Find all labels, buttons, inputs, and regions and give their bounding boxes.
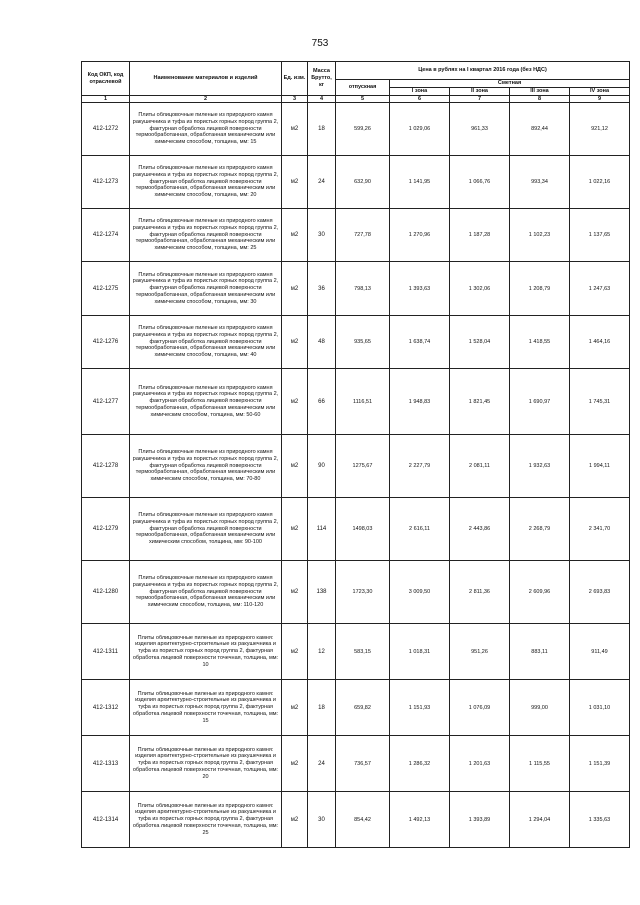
table-row — [82, 316, 630, 369]
col-number: 1 — [82, 96, 130, 103]
row-zone-2-price: 1 393,89 — [450, 792, 510, 848]
row-unit: м2 — [282, 680, 308, 736]
row-zone-4-price: 921,12 — [570, 103, 630, 156]
row-zone-2-price: 2 081,11 — [450, 435, 510, 498]
header-zone-3: III зона — [510, 88, 570, 96]
row-name — [130, 156, 282, 209]
row-zone-1-price: 1 492,13 — [390, 792, 450, 848]
row-name — [130, 792, 282, 848]
row-mass: 138 — [308, 561, 336, 624]
row-zone-4-price: 1 247,63 — [570, 262, 630, 316]
row-release-price: 1723,30 — [336, 561, 390, 624]
row-mass: 30 — [308, 209, 336, 262]
row-unit: м2 — [282, 103, 308, 156]
table-row — [82, 262, 630, 316]
row-name — [130, 624, 282, 680]
row-mass: 12 — [308, 624, 336, 680]
row-release-price: 599,26 — [336, 103, 390, 156]
table-row — [82, 209, 630, 262]
row-zone-1-price: 3 009,50 — [390, 561, 450, 624]
row-zone-1-price: 2 227,79 — [390, 435, 450, 498]
row-zone-3-price: 1 102,23 — [510, 209, 570, 262]
col-number: 7 — [450, 96, 510, 103]
row-zone-4-price: 2 341,70 — [570, 498, 630, 561]
row-zone-2-price: 961,33 — [450, 103, 510, 156]
row-name — [130, 316, 282, 369]
row-unit: м2 — [282, 156, 308, 209]
row-zone-1-price: 2 616,11 — [390, 498, 450, 561]
row-zone-2-price: 1 187,28 — [450, 209, 510, 262]
row-zone-1-price: 1 393,63 — [390, 262, 450, 316]
row-zone-1-price: 1 151,93 — [390, 680, 450, 736]
row-zone-3-price: 2 268,79 — [510, 498, 570, 561]
col-number: 3 — [282, 96, 308, 103]
row-mass: 18 — [308, 680, 336, 736]
row-name — [130, 209, 282, 262]
row-zone-1-price: 1 948,83 — [390, 369, 450, 435]
row-zone-3-price: 1 208,79 — [510, 262, 570, 316]
row-zone-3-price: 1 690,97 — [510, 369, 570, 435]
row-name-text: Плиты облицовочные пиленые из природного камня ракушечника и туфа из пористых горных пород группа 2, фактурная обработка лицевой поверхности термообработанная, обработанная механическим или химическим способом, толщина, мм: 90-100 — [132, 512, 279, 546]
row-release-price: 659,82 — [336, 680, 390, 736]
row-zone-1-price: 1 141,95 — [390, 156, 450, 209]
col-number: 6 — [390, 96, 450, 103]
row-zone-2-price: 1 066,76 — [450, 156, 510, 209]
col-number: 5 — [336, 96, 390, 103]
row-name-text: Плиты облицовочные пиленые из природного камня ракушечника и туфа из пористых горных пород группа 2, фактурная обработка лицевой поверхности термообработанная, обработанная механическим или химическим способом, толщина, мм: 40 — [132, 325, 279, 359]
table-row — [82, 792, 630, 848]
row-name-text: Плиты облицовочные пиленые из природного камня: изделия архитектурно-строительные из ракушечника и туфа из пористых горных пород группа 2, фактурная обработка лицевой поверхности точечная, толщина, мм: 25 — [132, 802, 279, 836]
row-zone-3-price: 1 932,63 — [510, 435, 570, 498]
row-release-price: 1498,03 — [336, 498, 390, 561]
row-code: 412-1275 — [82, 262, 130, 316]
row-zone-4-price: 1 994,11 — [570, 435, 630, 498]
row-name — [130, 680, 282, 736]
row-zone-2-price: 1 201,63 — [450, 736, 510, 792]
row-name-text: Плиты облицовочные пиленые из природного камня ракушечника и туфа из пористых горных пород группа 2, фактурная обработка лицевой поверхности термообработанная, обработанная механическим или химическим способом, толщина, мм: 15 — [132, 112, 279, 146]
row-zone-1-price: 1 018,31 — [390, 624, 450, 680]
row-zone-4-price: 1 464,16 — [570, 316, 630, 369]
row-name-text: Плиты облицовочные пиленые из природного камня ракушечника и туфа из пористых горных пород группа 2, фактурная обработка лицевой поверхности термообработанная, обработанная механическим или химическим способом, толщина, мм: 110-120 — [132, 575, 279, 609]
table-row — [82, 103, 630, 156]
row-release-price: 854,42 — [336, 792, 390, 848]
row-unit: м2 — [282, 736, 308, 792]
row-zone-2-price: 1 302,06 — [450, 262, 510, 316]
row-code: 412-1272 — [82, 103, 130, 156]
header-zone-4: IV зона — [570, 88, 630, 96]
row-code: 412-1312 — [82, 680, 130, 736]
header-zone-1: I зона — [390, 88, 450, 96]
row-zone-4-price: 1 151,39 — [570, 736, 630, 792]
row-mass: 114 — [308, 498, 336, 561]
row-mass: 30 — [308, 792, 336, 848]
row-zone-1-price: 1 029,06 — [390, 103, 450, 156]
row-mass: 36 — [308, 262, 336, 316]
row-code: 412-1278 — [82, 435, 130, 498]
header-name: Наименование материалов и изделий — [130, 62, 282, 96]
row-zone-4-price: 1 745,31 — [570, 369, 630, 435]
row-release-price: 736,57 — [336, 736, 390, 792]
col-number: 4 — [308, 96, 336, 103]
row-name — [130, 435, 282, 498]
row-unit: м2 — [282, 262, 308, 316]
row-zone-1-price: 1 286,32 — [390, 736, 450, 792]
row-zone-3-price: 1 418,55 — [510, 316, 570, 369]
row-name-text: Плиты облицовочные пиленые из природного камня: изделия архитектурно-строительные из ракушечника и туфа из пористых горных пород группа 2, фактурная обработка лицевой поверхности точечная, толщина, мм: 15 — [132, 690, 279, 724]
column-number-row — [82, 96, 630, 103]
row-unit: м2 — [282, 435, 308, 498]
row-zone-3-price: 1 294,04 — [510, 792, 570, 848]
row-mass: 48 — [308, 316, 336, 369]
row-mass: 18 — [308, 103, 336, 156]
row-zone-2-price: 951,26 — [450, 624, 510, 680]
header-release-price: отпускная — [336, 80, 390, 96]
row-unit: м2 — [282, 561, 308, 624]
row-zone-4-price: 1 137,65 — [570, 209, 630, 262]
row-release-price: 935,65 — [336, 316, 390, 369]
row-name-text: Плиты облицовочные пиленые из природного камня ракушечника и туфа из пористых горных пород группа 2, фактурная обработка лицевой поверхности термообработанная, обработанная механическим или химическим способом, толщина, мм: 25 — [132, 218, 279, 252]
row-zone-3-price: 883,11 — [510, 624, 570, 680]
row-name-text: Плиты облицовочные пиленые из природного камня ракушечника и туфа из пористых горных пород группа 2, фактурная обработка лицевой поверхности термообработанная, обработанная механическим или химическим способом, толщина, мм: 70-80 — [132, 449, 279, 483]
row-name — [130, 103, 282, 156]
row-zone-2-price: 2 811,36 — [450, 561, 510, 624]
row-zone-1-price: 1 270,96 — [390, 209, 450, 262]
row-zone-4-price: 1 335,63 — [570, 792, 630, 848]
row-unit: м2 — [282, 792, 308, 848]
row-release-price: 798,13 — [336, 262, 390, 316]
row-unit: м2 — [282, 369, 308, 435]
row-zone-4-price: 1 031,10 — [570, 680, 630, 736]
page-number: 753 — [311, 38, 329, 49]
table-row — [82, 435, 630, 498]
row-name — [130, 736, 282, 792]
header-mass: Масса Брутто, кг — [308, 62, 336, 96]
row-release-price: 1116,51 — [336, 369, 390, 435]
row-zone-2-price: 2 443,86 — [450, 498, 510, 561]
header-code: Код ОКП, код отраслевой — [82, 62, 130, 96]
row-code: 412-1314 — [82, 792, 130, 848]
header-estimate-price: Сметная — [390, 80, 630, 88]
row-release-price: 632,90 — [336, 156, 390, 209]
table-row — [82, 498, 630, 561]
row-code: 412-1276 — [82, 316, 130, 369]
table-row — [82, 156, 630, 209]
table-row — [82, 680, 630, 736]
price-table — [81, 61, 630, 848]
row-name-text: Плиты облицовочные пиленые из природного камня ракушечника и туфа из пористых горных пород группа 2, фактурная обработка лицевой поверхности термообработанная, обработанная механическим или химическим способом, толщина, мм: 20 — [132, 165, 279, 199]
row-mass: 24 — [308, 736, 336, 792]
col-number: 8 — [510, 96, 570, 103]
row-code: 412-1280 — [82, 561, 130, 624]
row-name — [130, 369, 282, 435]
row-code: 412-1274 — [82, 209, 130, 262]
row-zone-4-price: 2 693,83 — [570, 561, 630, 624]
row-zone-2-price: 1 821,45 — [450, 369, 510, 435]
row-unit: м2 — [282, 498, 308, 561]
row-unit: м2 — [282, 209, 308, 262]
row-unit: м2 — [282, 316, 308, 369]
header-zone-2: II зона — [450, 88, 510, 96]
row-name-text: Плиты облицовочные пиленые из природного камня: изделия архитектурно-строительные из ракушечника и туфа из пористых горных пород группа 2, фактурная обработка лицевой поверхности точечная, толщина, мм: 20 — [132, 746, 279, 780]
row-zone-4-price: 1 022,16 — [570, 156, 630, 209]
row-name-text: Плиты облицовочные пиленые из природного камня: изделия архитектурно-строительные из ракушечника и туфа из пористых горных пород группа 2, фактурная обработка лицевой поверхности точечная, толщина, мм: 10 — [132, 634, 279, 668]
row-name-text: Плиты облицовочные пиленые из природного камня ракушечника и туфа из пористых горных пород группа 2, фактурная обработка лицевой поверхности термообработанная, обработанная механическим или химическим способом, толщина, мм: 30 — [132, 271, 279, 305]
table-row — [82, 624, 630, 680]
col-number: 2 — [130, 96, 282, 103]
row-name — [130, 262, 282, 316]
row-zone-3-price: 1 115,55 — [510, 736, 570, 792]
row-release-price: 727,78 — [336, 209, 390, 262]
row-code: 412-1279 — [82, 498, 130, 561]
row-name-text: Плиты облицовочные пиленые из природного камня ракушечника и туфа из пористых горных пород группа 2, фактурная обработка лицевой поверхности термообработанная, обработанная механическим или химическим способом, толщина, мм: 50-60 — [132, 384, 279, 418]
row-zone-1-price: 1 638,74 — [390, 316, 450, 369]
header-price-group: Цена в рублях на I квартал 2016 года (без НДС) — [336, 62, 630, 80]
row-code: 412-1277 — [82, 369, 130, 435]
row-zone-2-price: 1 528,04 — [450, 316, 510, 369]
col-number: 9 — [570, 96, 630, 103]
row-release-price: 1275,67 — [336, 435, 390, 498]
row-mass: 66 — [308, 369, 336, 435]
table-row — [82, 561, 630, 624]
header-unit: Ед. изм. — [282, 62, 308, 96]
row-zone-3-price: 2 609,96 — [510, 561, 570, 624]
row-code: 412-1313 — [82, 736, 130, 792]
row-zone-3-price: 892,44 — [510, 103, 570, 156]
row-name — [130, 561, 282, 624]
row-mass: 24 — [308, 156, 336, 209]
row-zone-3-price: 993,34 — [510, 156, 570, 209]
row-zone-4-price: 911,49 — [570, 624, 630, 680]
row-code: 412-1273 — [82, 156, 130, 209]
row-name — [130, 498, 282, 561]
row-release-price: 583,15 — [336, 624, 390, 680]
row-code: 412-1311 — [82, 624, 130, 680]
table-row — [82, 736, 630, 792]
row-unit: м2 — [282, 624, 308, 680]
table-row — [82, 369, 630, 435]
row-zone-3-price: 999,00 — [510, 680, 570, 736]
row-mass: 90 — [308, 435, 336, 498]
row-zone-2-price: 1 076,09 — [450, 680, 510, 736]
